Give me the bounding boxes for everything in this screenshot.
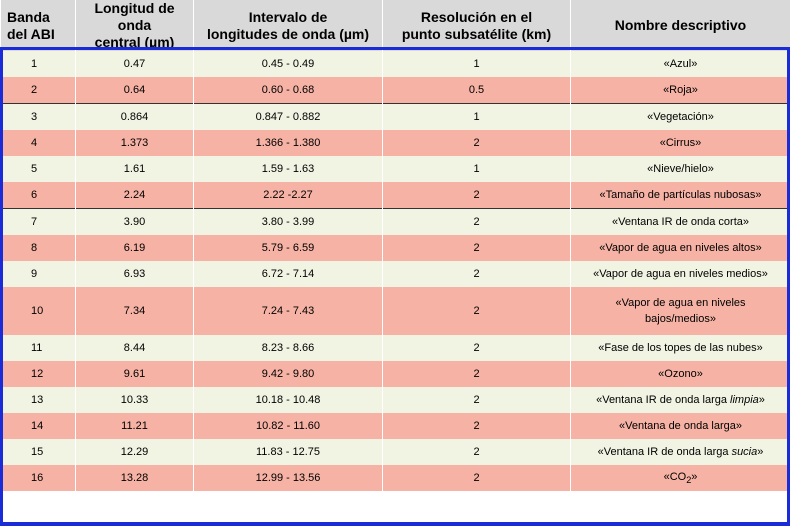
cell-name: «Ventana de onda larga»: [571, 413, 790, 439]
cell-resolution: 2: [383, 413, 571, 439]
cell-range: 0.45 - 0.49: [194, 51, 383, 77]
cell-central: 3.90: [76, 209, 194, 236]
header-resolution-line1: Resolución en el: [420, 8, 533, 25]
cell-band: 11: [1, 335, 76, 361]
cell-central: 12.29: [76, 439, 194, 465]
header-band-line2: del ABI: [7, 25, 55, 42]
cell-band: 9: [1, 261, 76, 287]
cell-central: 0.47: [76, 51, 194, 77]
table-row: [1, 104, 790, 131]
cell-range: 10.18 - 10.48: [194, 387, 383, 413]
cell-central: 13.28: [76, 465, 194, 491]
table-row: [1, 465, 790, 491]
cell-name: «Ozono»: [571, 361, 790, 387]
cell-central: 6.19: [76, 235, 194, 261]
cell-band: 12: [1, 361, 76, 387]
cell-central: 0.64: [76, 77, 194, 104]
cell-name-text: «CO: [663, 470, 687, 483]
table-row: [1, 77, 790, 104]
cell-range: 5.79 - 6.59: [194, 235, 383, 261]
cell-name: «Roja»: [571, 77, 790, 104]
cell-range: 8.23 - 8.66: [194, 335, 383, 361]
cell-band: 10: [1, 287, 76, 335]
cell-name-emphasis: limpia: [730, 394, 759, 406]
table-row: [1, 51, 790, 77]
header-band-line1: Banda: [7, 8, 50, 25]
table-row: [1, 209, 790, 236]
cell-central: 7.34: [76, 287, 194, 335]
cell-central: 11.21: [76, 413, 194, 439]
cell-resolution: 2: [383, 182, 571, 209]
cell-band: 14: [1, 413, 76, 439]
cell-central: 8.44: [76, 335, 194, 361]
cell-resolution: 1: [383, 104, 571, 131]
table-row: [1, 156, 790, 182]
cell-band: 13: [1, 387, 76, 413]
cell-central: 1.373: [76, 130, 194, 156]
cell-resolution: 2: [383, 130, 571, 156]
cell-band: 4: [1, 130, 76, 156]
cell-name-close: »: [757, 446, 764, 458]
cell-range: 9.42 - 9.80: [194, 361, 383, 387]
cell-resolution: 1: [383, 156, 571, 182]
cell-name: «Vegetación»: [571, 104, 790, 131]
cell-name-text: «Ventana IR de onda larga: [597, 446, 732, 458]
cell-range: 0.60 - 0.68: [194, 77, 383, 104]
cell-name-line2: bajos/medios»: [645, 313, 716, 325]
cell-resolution: 2: [383, 361, 571, 387]
cell-central: 6.93: [76, 261, 194, 287]
header-central-line1: Longitud de onda: [94, 0, 175, 33]
cell-band: 2: [1, 77, 76, 104]
cell-range: 1.59 - 1.63: [194, 156, 383, 182]
cell-resolution: 2: [383, 439, 571, 465]
cell-resolution: 2: [383, 287, 571, 335]
cell-resolution: 2: [383, 209, 571, 236]
cell-name-close: »: [691, 470, 698, 483]
cell-name: «Cirrus»: [571, 130, 790, 156]
header-range-line1: Intervalo de: [248, 8, 328, 25]
cell-band: 8: [1, 235, 76, 261]
cell-resolution: 2: [383, 465, 571, 491]
header-range-line2: longitudes de onda (µm): [206, 25, 370, 42]
header-central-wavelength: [76, 0, 194, 51]
cell-central: 0.864: [76, 104, 194, 131]
cell-name: «Azul»: [571, 51, 790, 77]
cell-central: 10.33: [76, 387, 194, 413]
cell-range: 7.24 - 7.43: [194, 287, 383, 335]
cell-name: «Nieve/hielo»: [571, 156, 790, 182]
cell-name: «Vapor de agua en niveles medios»: [571, 261, 790, 287]
table-row: [1, 235, 790, 261]
table-row: [1, 182, 790, 209]
header-row: [1, 0, 790, 51]
cell-central: 9.61: [76, 361, 194, 387]
cell-name-close: »: [758, 394, 765, 406]
cell-range: 1.366 - 1.380: [194, 130, 383, 156]
table-row: [1, 261, 790, 287]
cell-resolution: 1: [383, 51, 571, 77]
cell-band: 5: [1, 156, 76, 182]
cell-range: 10.82 - 11.60: [194, 413, 383, 439]
cell-band: 6: [1, 182, 76, 209]
table-row: [1, 439, 790, 465]
cell-name: «Ventana IR de onda corta»: [571, 209, 790, 236]
table-row: [1, 287, 790, 335]
cell-resolution: 2: [383, 387, 571, 413]
cell-name-emphasis: sucia: [731, 446, 758, 458]
cell-resolution: 2: [383, 261, 571, 287]
header-descriptive-name: Nombre descriptivo: [571, 0, 790, 51]
cell-central: 2.24: [76, 182, 194, 209]
table-row: [1, 335, 790, 361]
cell-name-text: «Ventana IR de onda larga: [596, 394, 731, 406]
header-resolution: [383, 0, 571, 51]
table-row: [1, 387, 790, 413]
cell-range: 6.72 - 7.14: [194, 261, 383, 287]
header-wavelength-range: [194, 0, 383, 51]
cell-name: «Fase de los topes de las nubes»: [571, 335, 790, 361]
cell-name: [571, 465, 790, 491]
cell-range: 12.99 - 13.56: [194, 465, 383, 491]
cell-name: [571, 387, 790, 413]
cell-name-line1: «Vapor de agua en niveles: [615, 297, 746, 309]
cell-name: [571, 439, 790, 465]
cell-name: «Tamaño de partículas nubosas»: [571, 182, 790, 209]
cell-name: «Vapor de agua en niveles altos»: [571, 235, 790, 261]
cell-resolution: 0.5: [383, 77, 571, 104]
cell-band: 1: [1, 51, 76, 77]
cell-resolution: 2: [383, 235, 571, 261]
cell-name-subscript: 2: [686, 475, 692, 486]
cell-range: 11.83 - 12.75: [194, 439, 383, 465]
cell-band: 7: [1, 209, 76, 236]
cell-range: 3.80 - 3.99: [194, 209, 383, 236]
cell-band: 3: [1, 104, 76, 131]
cell-range: 2.22 -2.27: [194, 182, 383, 209]
cell-name: [571, 287, 790, 335]
cell-resolution: 2: [383, 335, 571, 361]
cell-central: 1.61: [76, 156, 194, 182]
table-row: [1, 361, 790, 387]
cell-band: 15: [1, 439, 76, 465]
table-row: [1, 413, 790, 439]
table-row: [1, 130, 790, 156]
header-band: [1, 0, 76, 51]
cell-band: 16: [1, 465, 76, 491]
header-resolution-line2: punto subsatélite (km): [401, 25, 552, 42]
header-central-line2: central (µm): [94, 34, 175, 50]
cell-range: 0.847 - 0.882: [194, 104, 383, 131]
